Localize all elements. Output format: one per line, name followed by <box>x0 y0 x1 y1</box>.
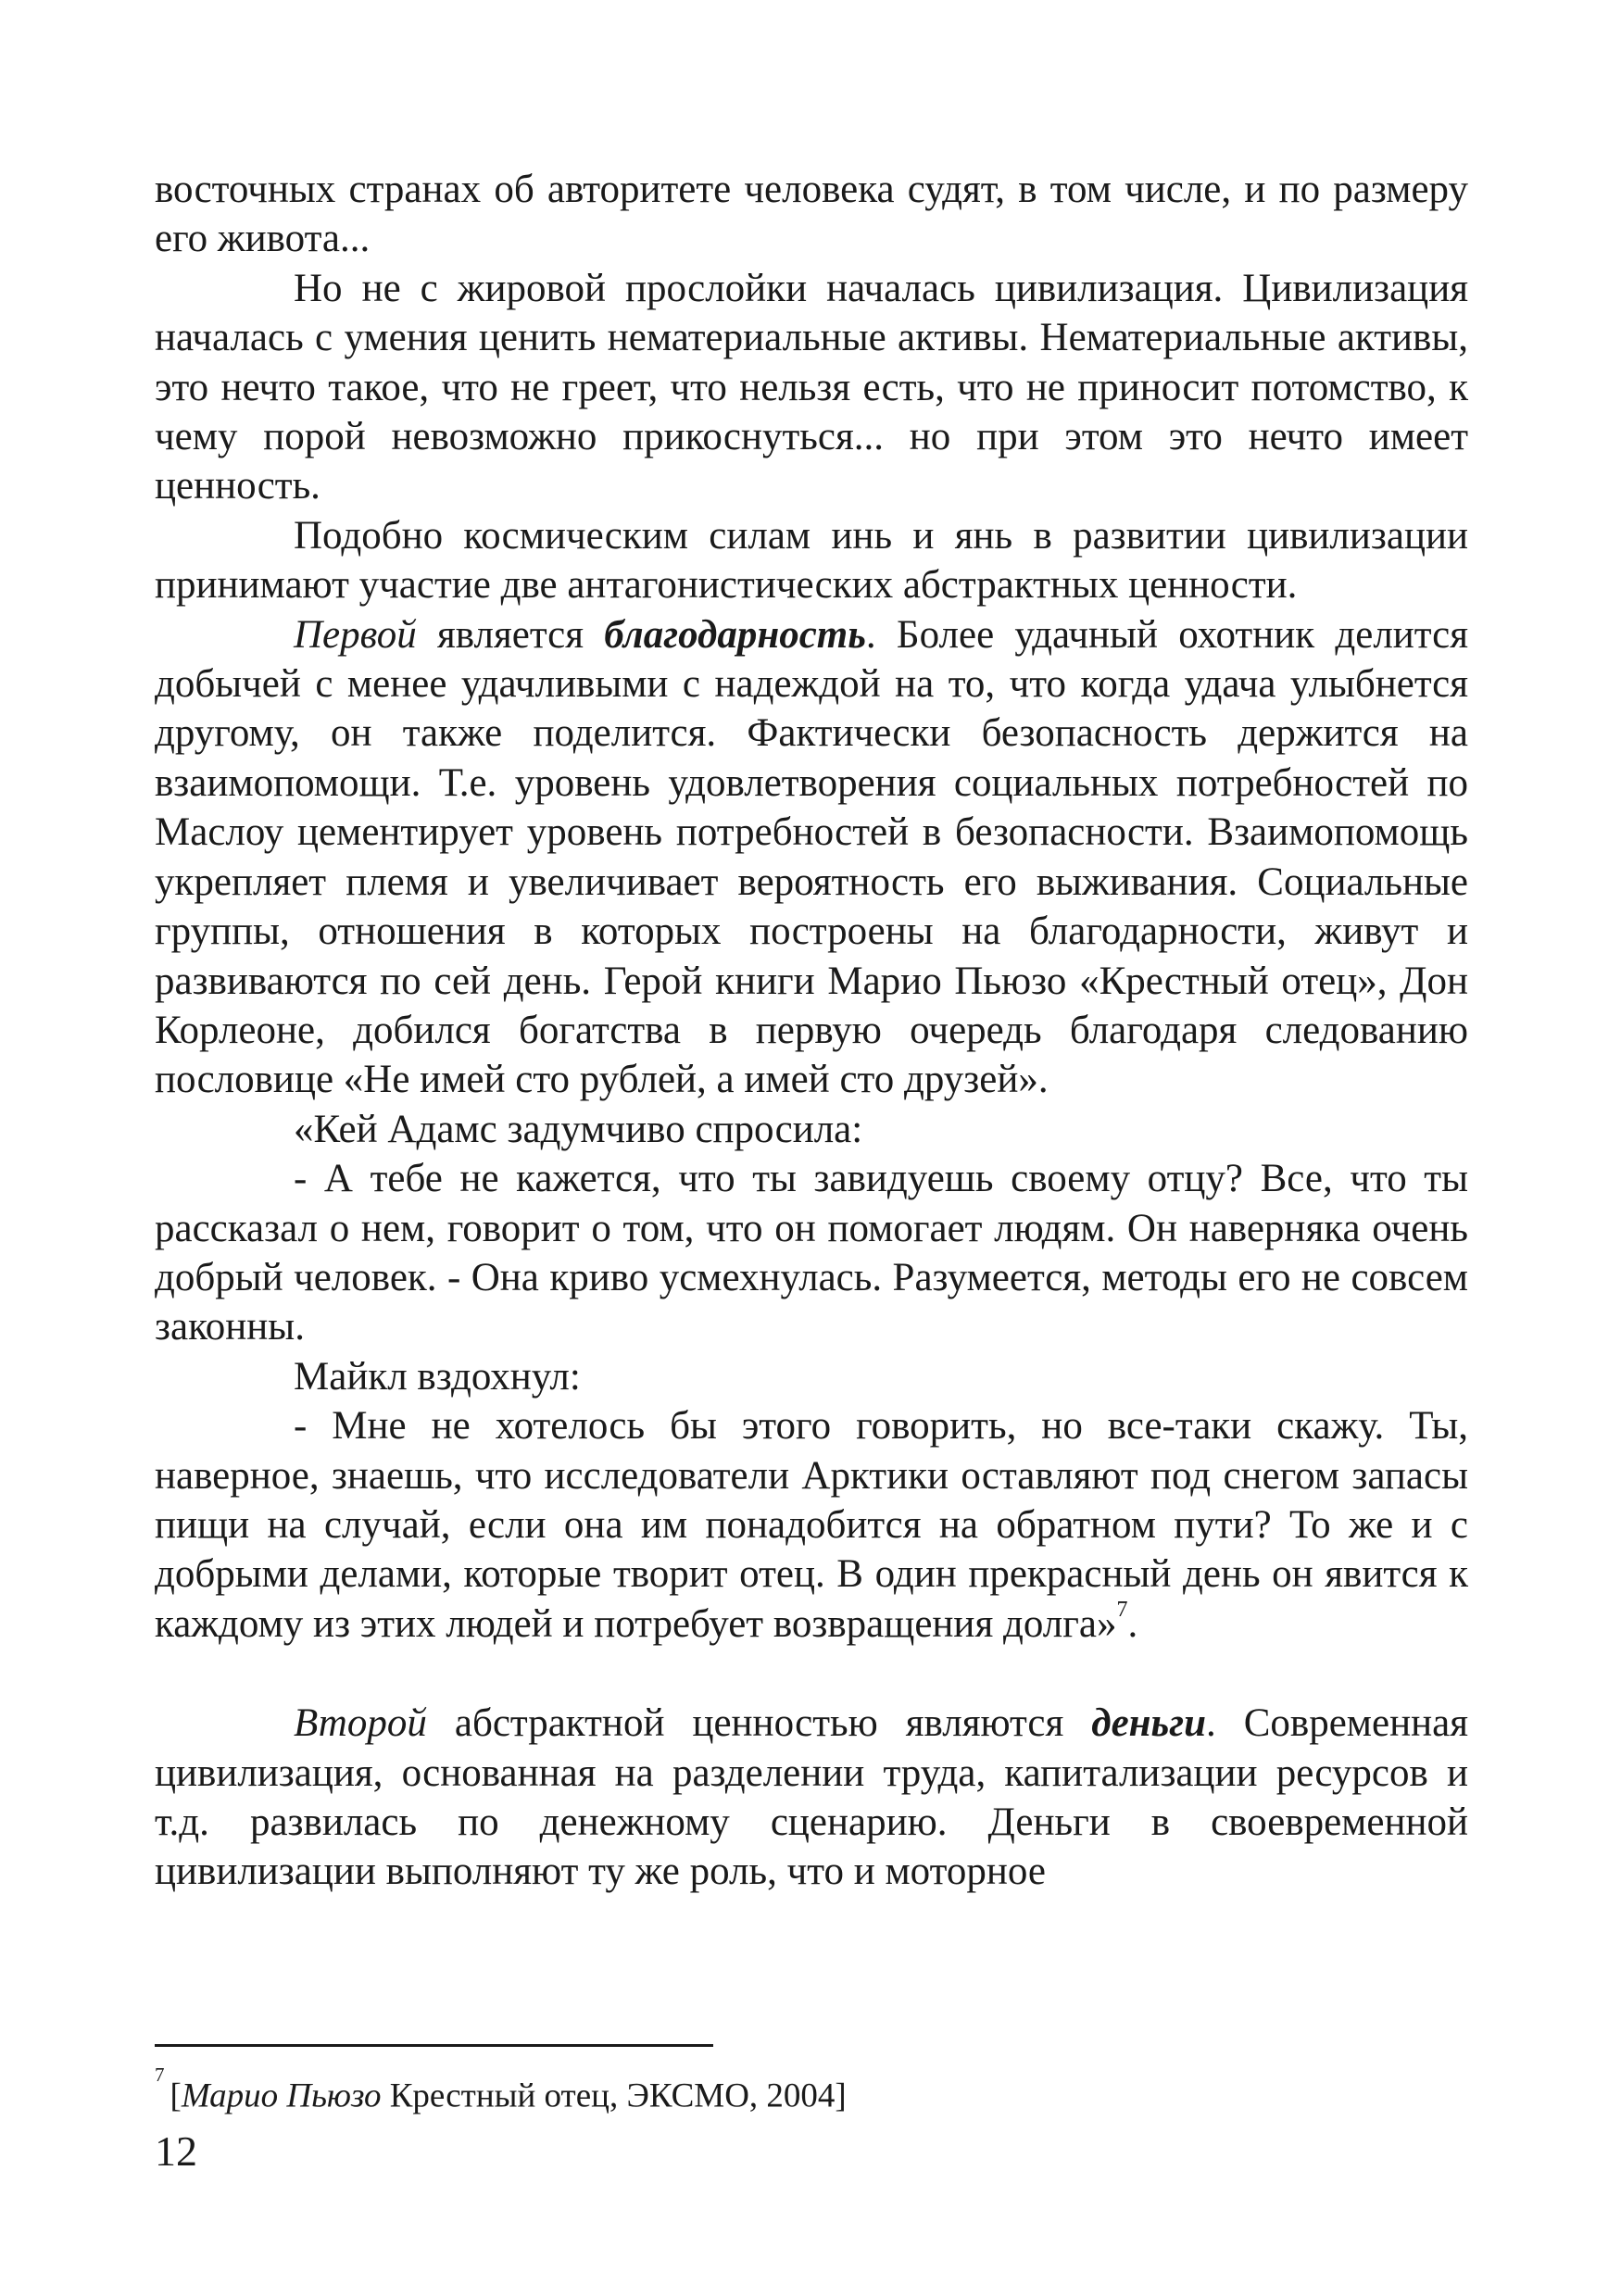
text-run: - Мне не хотелось бы этого говорить, но все-таки скажу. Ты, наверное, знаешь, что исследователи Арктики оставляют под снегом запасы пищи на случай, если она им понадобится на обратном пути? То же и с добрыми делами, которые творит отец. В один прекрасный день он явится к каждому из этих людей и потребует возвращения долга» <box>155 1404 1468 1646</box>
quote-dialogue: - А тебе не кажется, что ты завидуешь своему отцу? Все, что ты рассказал о нем, говорит о том, что он помогает людям. Он наверняка очень добрый человек. - Она криво усмехнулась. Разумеется, методы его не совсем законны. <box>155 1157 1468 1349</box>
footnote-number: 7 <box>155 2064 165 2086</box>
paragraph: Подобно космическим силам инь и янь в развитии цивилизации принимают участие две антагонистических абстрактных ценности. <box>155 513 1468 608</box>
text-run: . Более удачный охотник делится добычей с менее удачливыми с надеждой на то, что когда удача улыбнется другому, он также поделится. Фактически безопасность держится на взаимопомощи. Т.е. уровень удовлетворения социальных потребностей по Маслоу цементирует уровень потребностей в безопасности. Взаимопомощь укрепляет племя и увеличивает вероятность его выживания. Социальные группы, отношения в которых построены на благодарности, живут и развиваются по сей день. Герой книги Марио Пьюзо «Крестный отец», Дон Корлеоне, добился богатства в первую очередь благодаря следованию пословице «Не имей сто рублей, а имей сто друзей». <box>155 612 1468 1102</box>
text-run: . <box>1127 1601 1138 1646</box>
footnote-bracket: [ <box>170 2076 182 2115</box>
text-run: . Современная цивилизация, основанная на разделении труда, капитализации ресурсов и т.д. развилась по денежному сценарию. Деньги в своевременной цивилизации выполняют ту же роль, что и моторное <box>155 1701 1468 1894</box>
emphasis-first: Первой <box>294 612 417 657</box>
footnote-divider <box>155 2044 713 2047</box>
main-text <box>155 165 1468 1897</box>
quote-dialogue <box>155 1401 1468 1649</box>
emphasis-second: Второй <box>294 1701 427 1746</box>
footnote-reference[interactable]: 7 <box>1116 1598 1128 1623</box>
footnote <box>155 2064 1468 2116</box>
paragraph-continuation: восточных странах об авторитете человека судят, в том числе, и по размеру его живота... <box>155 168 1468 261</box>
footnote-author: Марио Пьюзо <box>181 2076 382 2115</box>
term-gratitude: благодарность <box>604 612 866 657</box>
paragraph-gratitude <box>155 610 1468 1105</box>
text-run: является <box>416 612 605 657</box>
term-money: деньги <box>1091 1701 1206 1746</box>
footnote-text: Крестный отец, ЭКСМО, 2004] <box>381 2076 847 2115</box>
quote-intro: Майкл вздохнул: <box>294 1354 581 1399</box>
quote-intro: «Кей Адамс задумчиво спросила: <box>294 1107 863 1151</box>
text-run: абстрактной ценностью являются <box>426 1701 1092 1746</box>
page-number: 12 <box>155 2127 197 2175</box>
paragraph: Но не с жировой прослойки началась цивилизация. Цивилизация началась с умения ценить нематериальные активы. Нематериальные активы, это нечто такое, что не греет, что нельзя есть, что не приносит потомство, к чему порой невозможно прикоснуться... но при этом это нечто имеет ценность. <box>155 266 1468 508</box>
paragraph-money <box>155 1699 1468 1897</box>
